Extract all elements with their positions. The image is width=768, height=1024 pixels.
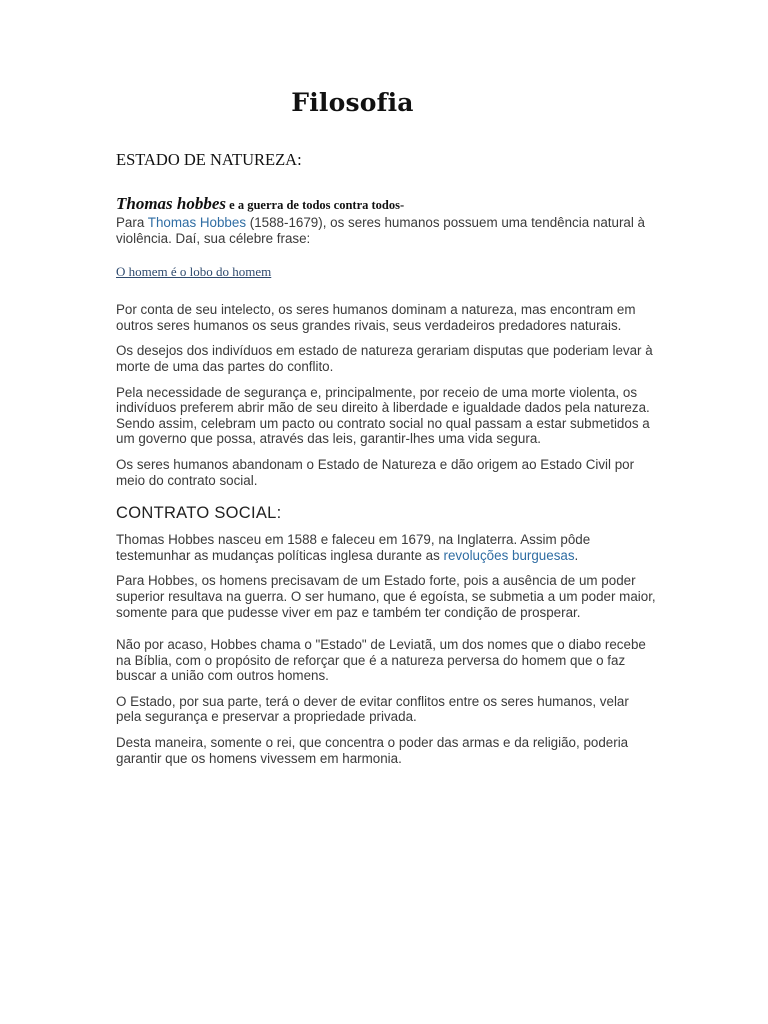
paragraph-estado-forte: Para Hobbes, os homens precisavam de um Estado forte, pois a ausência de um poder superior resultava na guerra. O ser humano, que é egoísta, se submetia a um poder maior, somente para que pudesse viver em paz e também ter condição de prosperar. bbox=[116, 573, 656, 620]
paragraph-intro bbox=[116, 215, 656, 246]
paragraph-intro-after: (1588-1679), os seres humanos possuem uma tendência natural à violência. Daí, sua célebre frase: bbox=[116, 215, 645, 246]
document-title: Filosofia bbox=[291, 88, 414, 117]
paragraph-seguranca: Pela necessidade de segurança e, principalmente, por receio de uma morte violenta, os indivíduos preferem abrir mão de seu direito à liberdade e igualdade dados pela natureza. Sendo assim, celebram um pacto ou contrato social no qual passam a estar submetidos a um governo que possa, através das leis, garantir-lhes uma vida segura. bbox=[116, 384, 650, 447]
paragraph-intro-before: Para bbox=[116, 215, 148, 230]
paragraph-intelecto: Por conta de seu intelecto, os seres humanos dominam a natureza, mas encontram em outros seres humanos os seus grandes rivais, seus verdadeiros predadores naturais. bbox=[116, 302, 636, 333]
revolucoes-burguesas-link[interactable]: revoluções burguesas bbox=[443, 547, 575, 563]
paragraph-nascimento-after: . bbox=[574, 547, 579, 563]
paragraph-leviata: Não por acaso, Hobbes chama o "Estado" de Leviatã, um dos nomes que o diabo recebe na Bíblia, com o propósito de reforçar que é a natureza perversa do homem que o faz buscar a união com outros homens. bbox=[116, 637, 646, 684]
thomas-hobbes-link[interactable]: Thomas Hobbes bbox=[147, 215, 247, 230]
section-heading-estado-de-natureza: ESTADO DE NATUREZA: bbox=[116, 150, 302, 169]
paragraph-estado-civil: Os seres humanos abandonam o Estado de Natureza e dão origem ao Estado Civil por meio do contrato social. bbox=[116, 456, 635, 488]
paragraph-dever-estado: O Estado, por sua parte, terá o dever de evitar conflitos entre os seres humanos, velar pela segurança e preservar a propriedade privada. bbox=[116, 693, 629, 725]
document-body bbox=[116, 150, 656, 776]
paragraph-nascimento-before: Thomas Hobbes nasceu em 1588 e faleceu em 1679, na Inglaterra. Assim pôde testemunhar as mudanças políticas inglesa durante as bbox=[116, 532, 591, 563]
hobbes-subheading-italic: Thomas hobbes bbox=[116, 194, 227, 213]
quote-link[interactable]: O homem é o lobo do homem bbox=[116, 264, 272, 280]
hobbes-subheading-rest: e a guerra de todos contra todos- bbox=[226, 198, 405, 212]
paragraph-desejos: Os desejos dos indivíduos em estado de natureza gerariam disputas que poderiam levar à morte de uma das partes do conflito. bbox=[116, 343, 653, 374]
section-heading-contrato-social: CONTRATO SOCIAL: bbox=[116, 504, 282, 523]
paragraph-harmonia: Desta maneira, somente o rei, que concentra o poder das armas e da religião, poderia garantir que os homens vivessem em harmonia. bbox=[116, 735, 629, 766]
hobbes-subheading bbox=[116, 194, 656, 215]
paragraph-nascimento bbox=[116, 532, 656, 563]
